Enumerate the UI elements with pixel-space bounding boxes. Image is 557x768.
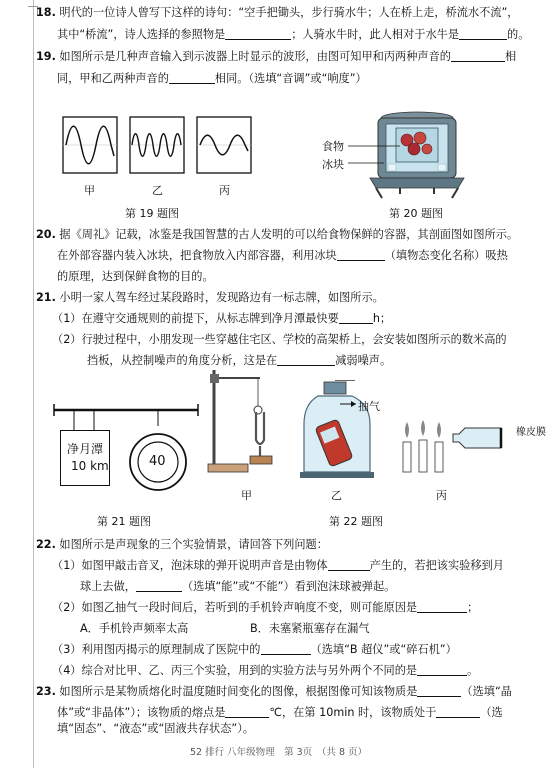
fig22-pump-arrow [340, 398, 360, 410]
q22-blank5[interactable] [417, 663, 467, 676]
q23-blank2[interactable] [225, 705, 269, 718]
fig21-speed-limit: 40 [149, 454, 166, 469]
fig20-leader-lines [348, 140, 408, 170]
fig19-caption: 第 19 题图 [125, 207, 179, 220]
q23-line1: 23. 如图所示是某物质熔化时温度随时间变化的图像，根据图像可知该物质是 （选填“晶 [36, 685, 512, 698]
q22-line1: 22. 如图所示是声现象的三个实验情景，请回答下列问题： [36, 538, 328, 551]
fig22-jia-tuning-fork [200, 368, 290, 480]
waveform-jia [63, 117, 117, 173]
fig19-waveforms [62, 116, 252, 178]
fig21-sign-distance: 10 km [71, 459, 109, 473]
q22-s1: （1）如图甲敲击音叉，泡沫球的弹开说明声音是由物体 产生的，若把该实验移到月 [52, 559, 504, 572]
q22-s4: （4）综合对比甲、乙、丙三个实验，用到的实验方法与另外两个不同的是 。 [52, 664, 479, 677]
q19-line2: 同，甲和乙两种声音的 相同。（选填“音调”或“响度”） [57, 72, 367, 85]
fig21-caption: 第 21 题图 [97, 515, 151, 528]
q19-line1: 19. 如图所示是几种声音输入到示波器上时显示的波形，由图可知甲和丙两种声音的 相 [36, 50, 517, 63]
binding-margin-line [33, 0, 34, 768]
q22-option-a[interactable]: A．手机铃声频率太高 [80, 622, 189, 635]
q18-blank1[interactable] [225, 27, 291, 40]
waveform-yi [130, 117, 184, 173]
q19-blank2[interactable] [169, 71, 215, 84]
fig22-membrane-label: 橡皮膜 [516, 427, 546, 438]
fig22-yi-bell-jar [300, 380, 380, 480]
q23-blank1[interactable] [417, 684, 461, 697]
q22-s3: （3）利用图丙揭示的原理制成了医院中的 （选填“B 超仪”或“碎石机”） [52, 643, 457, 656]
q22-blank4[interactable] [261, 642, 311, 655]
q23-blank3[interactable] [436, 705, 480, 718]
q18-line2: 其中“桥流”，诗人选择的参照物是 ；人骑水牛时，此人相对于水牛是 的。 [57, 28, 530, 41]
q20-blank1[interactable] [337, 248, 385, 261]
q21-blank2[interactable] [277, 353, 335, 366]
fig22-pump-label: 抽气 [358, 400, 380, 413]
q21-sub2: （2）行驶过程中，小朋发现一些穿越住宅区、学校的高架桥上，会安装如图所示的数米高的 [52, 333, 507, 346]
q18-number: 18. [36, 6, 56, 19]
fig22-caption: 第 22 题图 [329, 515, 383, 528]
q22-blank3[interactable] [417, 600, 467, 613]
fig20-label-ice: 冰块 [322, 158, 344, 171]
fig19-label-jia: 甲 [84, 184, 95, 197]
q20-line1: 20. 据《周礼》记载，冰鉴是我国智慧的古人发明的可以给食物保鲜的容器，其剖面图如图所示。 [36, 228, 519, 241]
q18-line1: 18. 明代的一位诗人曾写下这样的诗句：“空手把锄头，步行骑水牛；人在桥上走，桥流水不流”， [36, 6, 519, 19]
q21-sub1: （1）在遵守交通规则的前提下，从标志牌到净月潭最快要 h； [52, 312, 392, 325]
fig21-distance-sign [60, 430, 110, 486]
waveform-bing [197, 117, 251, 173]
fig22-label-yi: 乙 [331, 489, 342, 502]
fig20-label-food: 食物 [322, 140, 344, 153]
q22-blank1[interactable] [328, 558, 370, 571]
fig20-caption: 第 20 题图 [389, 207, 443, 220]
q23-line3: 填“固态”、“液态”或“固液共存状态”）。 [57, 722, 254, 735]
q20-line3: 的原理，达到保鲜食物的目的。 [57, 270, 214, 283]
fig19-label-bing: 丙 [219, 184, 230, 197]
q21-line1: 21. 小明一家人驾车经过某段路时，发现路边有一标志牌，如图所示。 [36, 291, 384, 304]
q18-blank2[interactable] [459, 27, 507, 40]
fig19-label-yi: 乙 [152, 184, 163, 197]
q22-blank2[interactable] [136, 579, 182, 592]
q22-s1-cont: 球上去做， （选填“能”或“不能”）看到泡沫球被弹起。 [80, 580, 396, 593]
q22-option-b[interactable]: B．未塞紧瓶塞存在漏气 [250, 622, 370, 635]
page-footer: 52 排行 八年级物理 第 3页 （共 8 页） [189, 747, 368, 758]
q22-s2: （2）如图乙抽气一段时间后，若听到的手机铃声响度不变，则可能原因是 ； [52, 601, 479, 614]
fig22-bing-candles [395, 420, 510, 476]
fig22-label-bing: 丙 [436, 489, 447, 502]
fig21-sign-name: 净月潭 [67, 442, 104, 456]
q19-blank1[interactable] [451, 49, 505, 62]
q21-blank1[interactable] [339, 311, 373, 324]
q23-line2: 体”或“非晶体”）；该物质的熔点是 ℃，在第 10min 时，该物质处于 （选 [57, 706, 503, 719]
q21-sub2b: 挡板，从控制噪声的角度分析，这是在 减弱噪声。 [87, 354, 392, 367]
fig22-label-jia: 甲 [241, 489, 252, 502]
q20-line2: 在外部容器内装入冰块，把食物放入内部容器，利用冰块 （填物态变化名称）吸热 [57, 249, 508, 262]
